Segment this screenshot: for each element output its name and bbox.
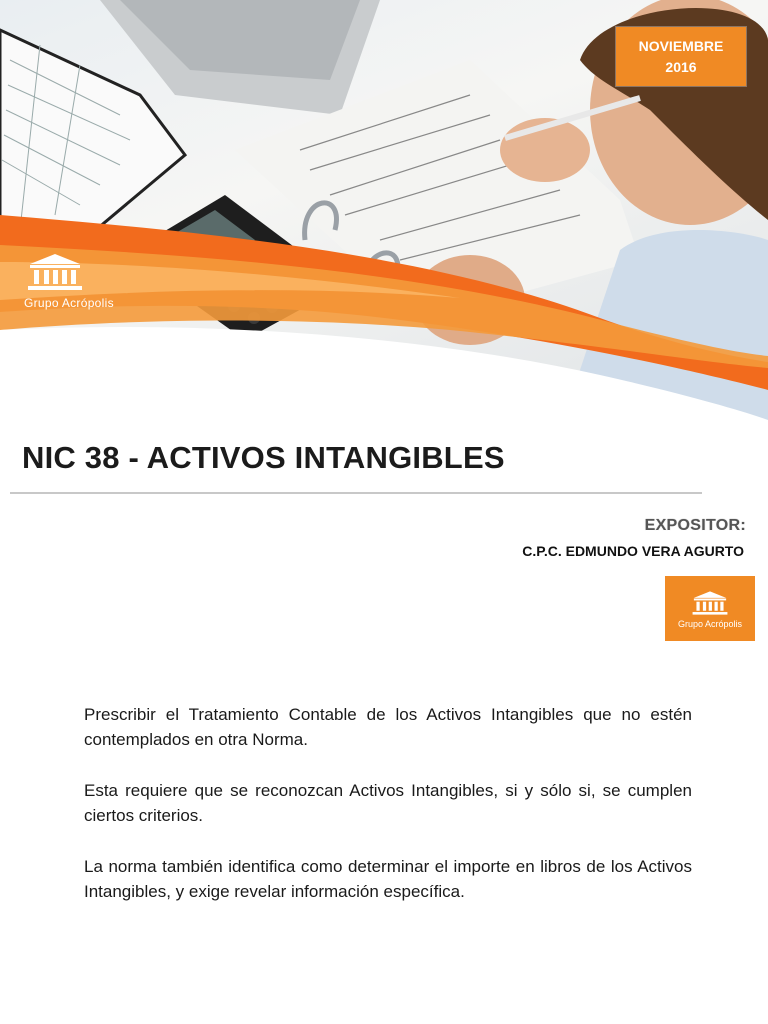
body-text bbox=[84, 702, 692, 930]
speaker-name: C.P.C. EDMUNDO VERA AGURTO bbox=[522, 543, 744, 559]
brand-logo-hero bbox=[24, 252, 144, 310]
brand-logo-box bbox=[665, 576, 755, 641]
hero-photo bbox=[0, 0, 768, 430]
date-month: NOVIEMBRE bbox=[638, 37, 724, 54]
paragraph: La norma también identifica como determinar el importe en libros de los Activos Intangibles, y exige revelar información específica. bbox=[84, 857, 692, 901]
temple-columns-icon bbox=[690, 590, 730, 616]
brand-name-small: Grupo Acrópolis bbox=[677, 619, 743, 629]
speaker-label: EXPOSITOR: bbox=[644, 517, 746, 534]
temple-columns-icon bbox=[54, 252, 116, 292]
title-divider bbox=[10, 492, 702, 494]
page-title: NIC 38 - ACTIVOS INTANGIBLES bbox=[22, 440, 505, 475]
paragraph: Esta requiere que se reconozcan Activos Intangibles, si y sólo si, se cumplen ciertos criterios. bbox=[84, 781, 692, 825]
date-badge bbox=[616, 27, 746, 86]
date-year: 2016 bbox=[665, 58, 697, 75]
brand-name: Grupo Acrópolis bbox=[24, 296, 114, 310]
paragraph: Prescribir el Tratamiento Contable de los Activos Intangibles que no estén contemplados en otra Norma. bbox=[84, 705, 692, 749]
